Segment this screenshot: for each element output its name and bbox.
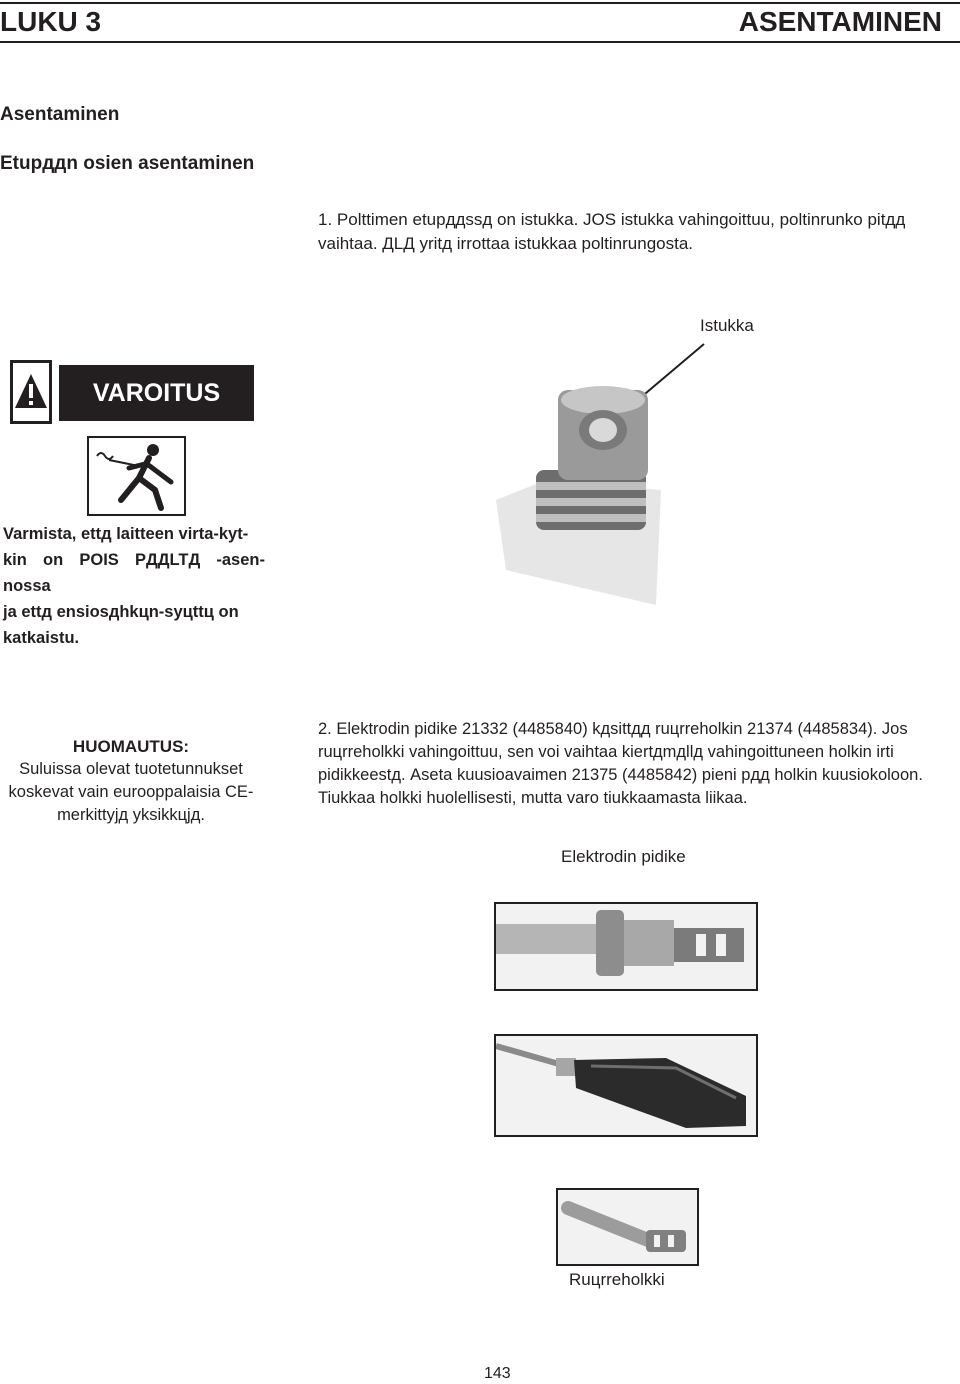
heading-front-parts: Etupддn osien asentaminen <box>0 153 255 174</box>
note-line-2: koskevat vain eurooppalaisia CE- <box>8 783 254 801</box>
label-ruorreholkki: Ruцrreholkki <box>569 1270 665 1289</box>
warning-text <box>3 521 265 651</box>
chapter-title: LUKU 3 <box>0 6 102 37</box>
page-number: 143 <box>484 1365 511 1382</box>
warning-line-2: kin on POIS PДДLTД -asen-nossa <box>3 551 265 595</box>
warning-line-1: Varmista, ettд laitteen virta-kyt- <box>3 525 249 543</box>
electric-shock-icon <box>87 436 186 516</box>
nozzle-image <box>486 370 666 610</box>
step-1-text: 1. Polttimen etupддssд on istukka. JOS istukka vahingoittuu, poltinrunko pitдд vaihtaa. ДLД yritд irrottaa istukkaa poltinrungosta. <box>318 210 906 253</box>
warning-line-3: ja ettд ensiosдhkцn-syцttц on <box>3 603 239 621</box>
label-istukka: Istukka <box>700 316 754 335</box>
warning-triangle-icon <box>10 360 52 424</box>
heading-asentaminen: Asentaminen <box>0 104 120 125</box>
note-title: HUOMAUTUS: <box>72 737 190 756</box>
warning-title: VAROITUS <box>59 365 254 421</box>
step-2-text: 2. Elektrodin pidike 21332 (4485840) kдsittдд ruцrreholkin 21374 (4485834). Jos ruцrreholkki vahingoittuu, sen voi vaihtaa kiertдmдllд vahingoittuneen holkin irti pidikkeestд. Aseta kuusioavaimen 21375 (4485842) pieni pдд holkin kuusiokoloon. Tiukkaa holkki huolellisesti, mutta varo tiukkaamasta liikaa. <box>318 720 923 807</box>
note-line-3: merkittyjд yksikkцjд. <box>57 806 205 824</box>
electrode-with-insulator-image <box>494 1034 758 1137</box>
section-title: ASENTAMINEN <box>738 6 942 37</box>
label-elektrodin-pidike: Elektrodin pidike <box>561 847 686 866</box>
tube-sleeve-image <box>556 1188 699 1266</box>
header-bottom-rule <box>0 41 960 43</box>
electrode-holder-image <box>494 902 758 991</box>
header-top-rule <box>0 2 960 4</box>
note-block <box>0 735 262 827</box>
note-line-1: Suluissa olevat tuotetunnukset <box>19 760 243 778</box>
warning-line-4: katkaistu. <box>3 629 80 647</box>
warning-icon-box <box>10 360 52 424</box>
